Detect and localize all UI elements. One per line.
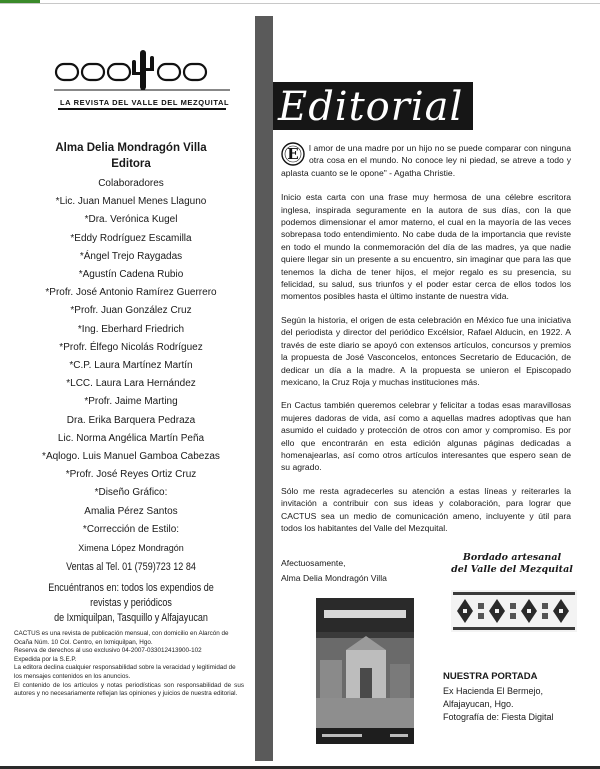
collaborator: *Lic. Juan Manuel Menes Llaguno xyxy=(55,196,207,208)
collaborator: *Ing. Eberhard Friedrich xyxy=(77,323,185,335)
fine-print-line: Expedida por la S.E.P. xyxy=(14,655,77,663)
embroidery-pattern-icon xyxy=(451,590,577,632)
editorial-paragraph: Sólo me resta agradecerles su atención a estas líneas y reiterarles la invitación a contribuir con sus ideas y colaboración, para lograr que CACTUS sea un medio de comunicación ameno, incluyente y útil para todos los habitantes del Valle del Mezquital. xyxy=(281,485,571,533)
cover-caption xyxy=(443,670,554,724)
editorial-title: Editorial xyxy=(278,84,464,130)
masthead-column xyxy=(0,0,252,769)
cactus-logo-icon xyxy=(52,46,232,96)
correction-heading: *Corrección de Estilo: xyxy=(82,523,180,535)
dropcap-graphic xyxy=(281,142,305,166)
director-role: Editora xyxy=(111,158,151,170)
editorial-paragraph: En Cactus también queremos celebrar y felicitar a todas esas maravillosas mujeres dadoras de vida, así como a aquellas madres adoptivas que han asumido el cuidado y protección de otros con amor y compromiso. Es por ello que encontrarán en esta edición algunas páginas dedicadas a homenajearlas, así como otros artículos interesantes que espero sean de su agrado. xyxy=(281,400,571,473)
collaborator: *Profr. José Antonio Ramírez Guerrero xyxy=(45,287,217,299)
legal-fine-print xyxy=(14,630,244,699)
editorial-closing xyxy=(281,557,387,585)
bordado-title-line-1: Bordado artesanal xyxy=(462,552,562,563)
design-heading: *Diseño Gráfico: xyxy=(94,487,168,499)
collaborator: *C.P. Laura Martínez Martín xyxy=(69,360,193,372)
sales-where-line-1: Encuéntranos en: todos los expendios de revistas y periódicos xyxy=(48,582,214,609)
correction-name: Ximena López Mondragón xyxy=(78,543,184,554)
fine-print-line: Reserva de derechos al uso exclusivo 04-2007-033012413900-102 xyxy=(14,647,202,655)
portada-line: Fotografía de: Fiesta Digital xyxy=(443,712,554,722)
editorial-paragraph: Según la historia, el origen de esta celebración en México fue una iniciativa del periodista y director del periódico Excélsior, Rafael Alducin, en 1922. A través de este diario se apoyó con extensos artículos, concursos y premios la propuesta de José Vasconcelos, entonces Secretario de Educación, de dedicar un día a la madre. A la propuesta se unieron el Episcopado mexicano, la Cruz Roja y muchas instituciones más. xyxy=(281,314,571,387)
collaborators-heading: Colaboradores xyxy=(98,178,164,189)
bordado-title-line-2: del Valle del Mezquital xyxy=(451,564,573,575)
fine-print-line: La editora declina cualquier responsabilidad sobre la veracidad y legitimidad de los mensajes contenidos en los anuncios. xyxy=(14,664,236,680)
collaborator: *Ángel Trejo Raygadas xyxy=(79,250,183,262)
dropcap-letter: E xyxy=(287,145,299,163)
bordado-caption xyxy=(447,552,577,576)
collaborator: *Profr. Élfego Nicolás Rodríguez xyxy=(59,341,203,353)
brand-tagline: LA REVISTA DEL VALLE DEL MEZQUITAL xyxy=(60,98,230,107)
signoff: Afectuosamente, xyxy=(281,558,346,568)
cover-thumbnail-image xyxy=(316,598,414,744)
editorial-paragraph: Inicio esta carta con una frase muy hermosa de una célebre escritora inglesa, inspirada seguramente en la autora de sus días, con la que podemos dimensionar el amor materno, el cual en la mayoría de las veces sobrepasa todo entendimiento. No cabe duda de la importancia que reviste en todo el mundo la conmemoración del día de las madres, ya que nadie quiere llegar sin un presente a su encuentro, sin imaginar que para las que tenemos la dicha de tener hijos, el mejor regalo es su presencia, su felicidad, su salud, sus triunfos y el poder estar cerca de ellos todos los momentos posibles hasta el último instante de nuestra vida. xyxy=(281,192,571,302)
column-divider-bar xyxy=(255,16,273,761)
collaborator: *Profr. Jaime Marting xyxy=(84,396,178,408)
collaborator: *Agustín Cadena Rubio xyxy=(78,269,184,281)
sales-where-line-2: de Ixmiquilpan, Tasquillo y Alfajayucan xyxy=(54,612,208,624)
fine-print-line: El contenido de los artículos y notas periodísticas son responsabilidad de sus autores y no necesariamente reflejan las opiniones y juicios de nuestra editorial. xyxy=(14,681,244,698)
collaborator: Dra. Erika Barquera Pedraza xyxy=(66,414,196,426)
collaborator: *Aqlogo. Luis Manuel Gamboa Cabezas xyxy=(42,451,220,463)
collaborator: *Profr. Juan González Cruz xyxy=(70,305,192,317)
tagline-rule xyxy=(58,108,226,110)
collaborator: *Profr. José Reyes Ortiz Cruz xyxy=(65,469,197,481)
editorial-intro xyxy=(281,142,571,179)
intro-quote: l amor de una madre por un hijo no se puede comparar con ninguna otra cosa en el mundo. No conoce ley ni piedad, se atreve a todo y aplasta cuanto se le opone" - Agatha Christie. xyxy=(281,143,571,178)
collaborator: Lic. Norma Angélica Martín Peña xyxy=(57,432,205,444)
portada-line: Ex Hacienda El Bermejo, xyxy=(443,686,544,696)
editorial-body xyxy=(281,142,571,545)
sales-phone: Ventas al Tel. 01 (759)723 12 84 xyxy=(66,561,196,573)
dropcap-e-icon xyxy=(281,142,305,166)
portada-line: Alfajayucan, Hgo. xyxy=(443,699,514,709)
logo-graphic xyxy=(52,46,232,98)
collaborator: *LCC. Laura Lara Hernández xyxy=(66,378,196,390)
fine-print-line: CACTUS es una revista de publicación mensual, con domicilio en Alarcón de Ocaña Núm. 10 Col. Centro, en Ixmiquilpan, Hgo. xyxy=(14,630,229,646)
collaborator: *Eddy Rodríguez Escamilla xyxy=(70,232,192,244)
signature: Alma Delia Mondragón Villa xyxy=(281,573,387,583)
design-name: Amalia Pérez Santos xyxy=(84,505,178,517)
cover-graphic xyxy=(316,598,414,744)
portada-heading: NUESTRA PORTADA xyxy=(443,671,538,682)
sales-info xyxy=(35,560,227,626)
staff-credits xyxy=(20,140,242,557)
collaborator: *Dra. Verónica Kugel xyxy=(84,214,178,226)
director-name: Alma Delia Mondragón Villa xyxy=(55,142,207,154)
embroidery-graphic xyxy=(451,590,577,632)
